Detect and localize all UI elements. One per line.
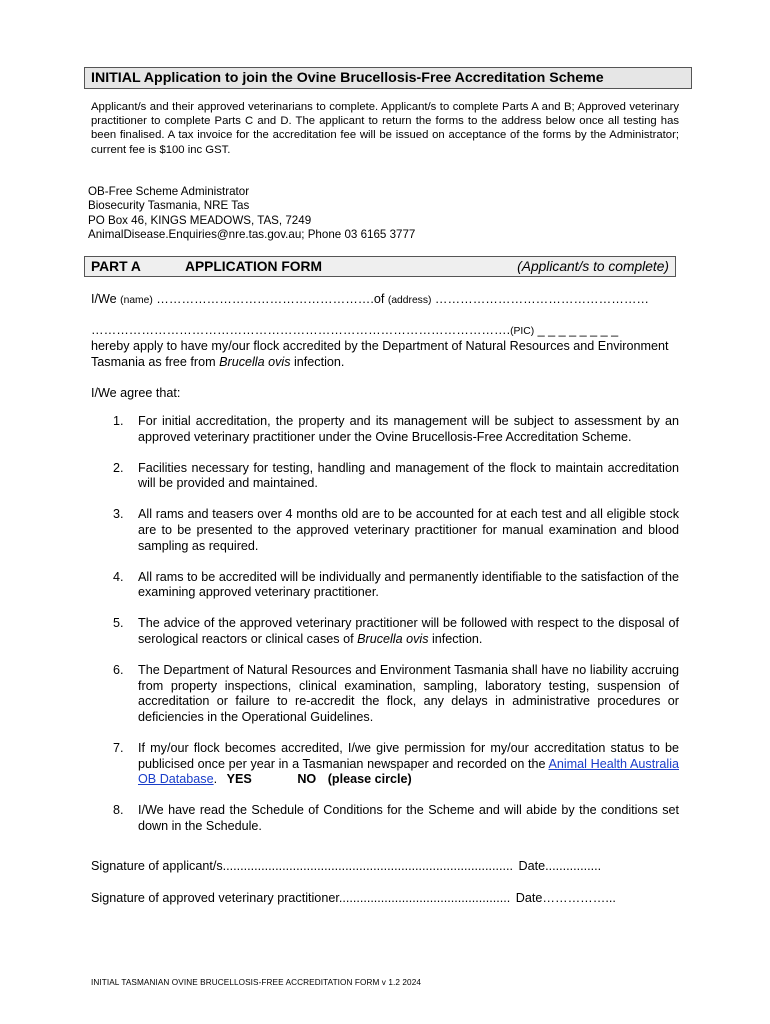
item-number: 4. bbox=[113, 569, 124, 584]
yes-option[interactable]: YES bbox=[226, 772, 252, 787]
item-text: For initial accreditation, the property and its management will be subject to assessment by an approved veterinary practitioner under the Ovine Brucellosis-Free Accreditation Scheme. bbox=[138, 414, 679, 444]
list-item bbox=[91, 461, 679, 492]
intro-paragraph bbox=[91, 100, 679, 157]
address-line-3: PO Box 46, KINGS MEADOWS, TAS, 7249 bbox=[88, 213, 312, 227]
item-text: The advice of the approved veterinary practitioner will be followed with respect to the disposal of serological reactors or clinical cases of bbox=[138, 616, 679, 646]
item-text: All rams and teasers over 4 months old are to be accounted for at each test and all eligible stock are to be presented to the approved veterinary practitioner for manual examination and blood sampling as required. bbox=[138, 507, 679, 553]
item-number: 3. bbox=[113, 507, 124, 522]
item-text: The Department of Natural Resources and Environment Tasmania shall have no liability accruing from property inspections, clinical examination, sampling, laboratory testing, suspension of accreditation or failure to re-accredit the flock, any delays in administrative procedures or deficiencies in the Operational Guidelines. bbox=[138, 663, 679, 724]
address-field[interactable]: …………………………………………… bbox=[434, 292, 649, 306]
page-footer: INITIAL TASMANIAN OVINE BRUCELLOSIS-FREE ACCREDITATION FORM v 1.2 2024 bbox=[91, 978, 422, 987]
list-item bbox=[91, 741, 679, 788]
item-text: Facilities necessary for testing, handling and management of the flock to maintain accreditation will be provided and maintained. bbox=[138, 460, 679, 491]
agree-heading: I/We agree that: bbox=[91, 386, 181, 400]
address-pic-line bbox=[91, 323, 618, 337]
address-line-2: Biosecurity Tasmania, NRE Tas bbox=[88, 199, 250, 213]
name-field[interactable]: ……………………………………………. bbox=[156, 292, 374, 306]
item-number: 1. bbox=[113, 414, 124, 428]
part-a-header bbox=[84, 256, 676, 277]
please-circle-note: (please circle) bbox=[327, 772, 412, 787]
item-text: All rams to be accredited will be individually and permanently identifiable to the satisfaction of the examining approved veterinary practitioner. bbox=[138, 569, 679, 600]
part-a-label: PART A bbox=[91, 259, 141, 274]
no-option[interactable]: NO bbox=[297, 772, 317, 787]
part-a-note: (Applicant/s to complete) bbox=[517, 259, 669, 274]
hereby-statement bbox=[91, 338, 671, 370]
item-number: 7. bbox=[113, 740, 124, 755]
name-label: (name) bbox=[120, 295, 153, 306]
applicant-signature-field[interactable]: Signature of applicant/s................................................................................... bbox=[91, 859, 514, 873]
conditions-list bbox=[91, 414, 679, 850]
list-item bbox=[91, 616, 679, 647]
address-line-4: AnimalDisease.Enquiries@nre.tas.gov.au; Phone 03 6165 3777 bbox=[88, 227, 416, 241]
iwe-label: I/We bbox=[91, 292, 117, 306]
form-title: INITIAL Application to join the Ovine Brucellosis-Free Accreditation Scheme bbox=[84, 67, 692, 89]
item-text: If my/our flock becomes accredited, I/we give permission for my/our accreditation status to be publicised once per year in a Tasmanian newspaper and recorded on the bbox=[138, 740, 679, 771]
item-text: I/We have read the Schedule of Conditions for the Scheme and will abide by the conditions set down in the Schedule. bbox=[138, 803, 679, 833]
list-item bbox=[91, 507, 679, 554]
item-italic: Brucella ovis bbox=[357, 631, 429, 646]
ob-database-link[interactable]: Animal Health Australia OB Database bbox=[138, 756, 679, 787]
of-text: of bbox=[373, 292, 385, 306]
vet-signature-field[interactable]: Signature of approved veterinary practitioner................................................. bbox=[91, 891, 511, 905]
name-address-line bbox=[91, 292, 649, 306]
hereby-text-end: infection. bbox=[290, 355, 345, 369]
vet-signature-line bbox=[91, 891, 616, 905]
applicant-signature-line bbox=[91, 859, 601, 873]
address-field-continued[interactable]: ………………………………………………………………………………………. bbox=[91, 323, 511, 337]
pic-label: (PIC) bbox=[510, 326, 535, 337]
part-a-title: APPLICATION FORM bbox=[185, 259, 322, 274]
item-number: 5. bbox=[113, 616, 124, 631]
administrator-address bbox=[88, 185, 415, 242]
item-number: 8. bbox=[113, 803, 124, 818]
list-item bbox=[91, 803, 679, 834]
address-line-1: OB-Free Scheme Administrator bbox=[88, 185, 250, 198]
item-text-end: infection. bbox=[428, 631, 483, 646]
hereby-italic: Brucella ovis bbox=[219, 355, 291, 369]
item-text-end: . bbox=[213, 772, 218, 787]
list-item bbox=[91, 663, 679, 725]
intro-text: Applicant/s and their approved veterinarians to complete. Applicant/s to complete Parts A and B; Approved veterinary practitioner to complete Parts C and D. The applicant to return the forms to the address below once all testing has been finalised. A tax invoice for the accreditation fee will be issued on acceptance of the forms by the Administrator; current fee is $100 inc GST. bbox=[91, 101, 679, 156]
item-number: 2. bbox=[113, 460, 124, 475]
list-item bbox=[91, 570, 679, 601]
hereby-text: hereby apply to have my/our flock accredited by the Department of Natural Resources and Environment Tasmania as free from bbox=[91, 339, 669, 369]
address-label: (address) bbox=[387, 295, 432, 306]
list-item bbox=[91, 414, 679, 445]
item-number: 6. bbox=[113, 663, 124, 678]
vet-date-field[interactable]: Date……………... bbox=[515, 891, 616, 905]
applicant-date-field[interactable]: Date................ bbox=[518, 859, 602, 873]
pic-field[interactable]: _ _ _ _ _ _ _ _ bbox=[537, 323, 619, 337]
